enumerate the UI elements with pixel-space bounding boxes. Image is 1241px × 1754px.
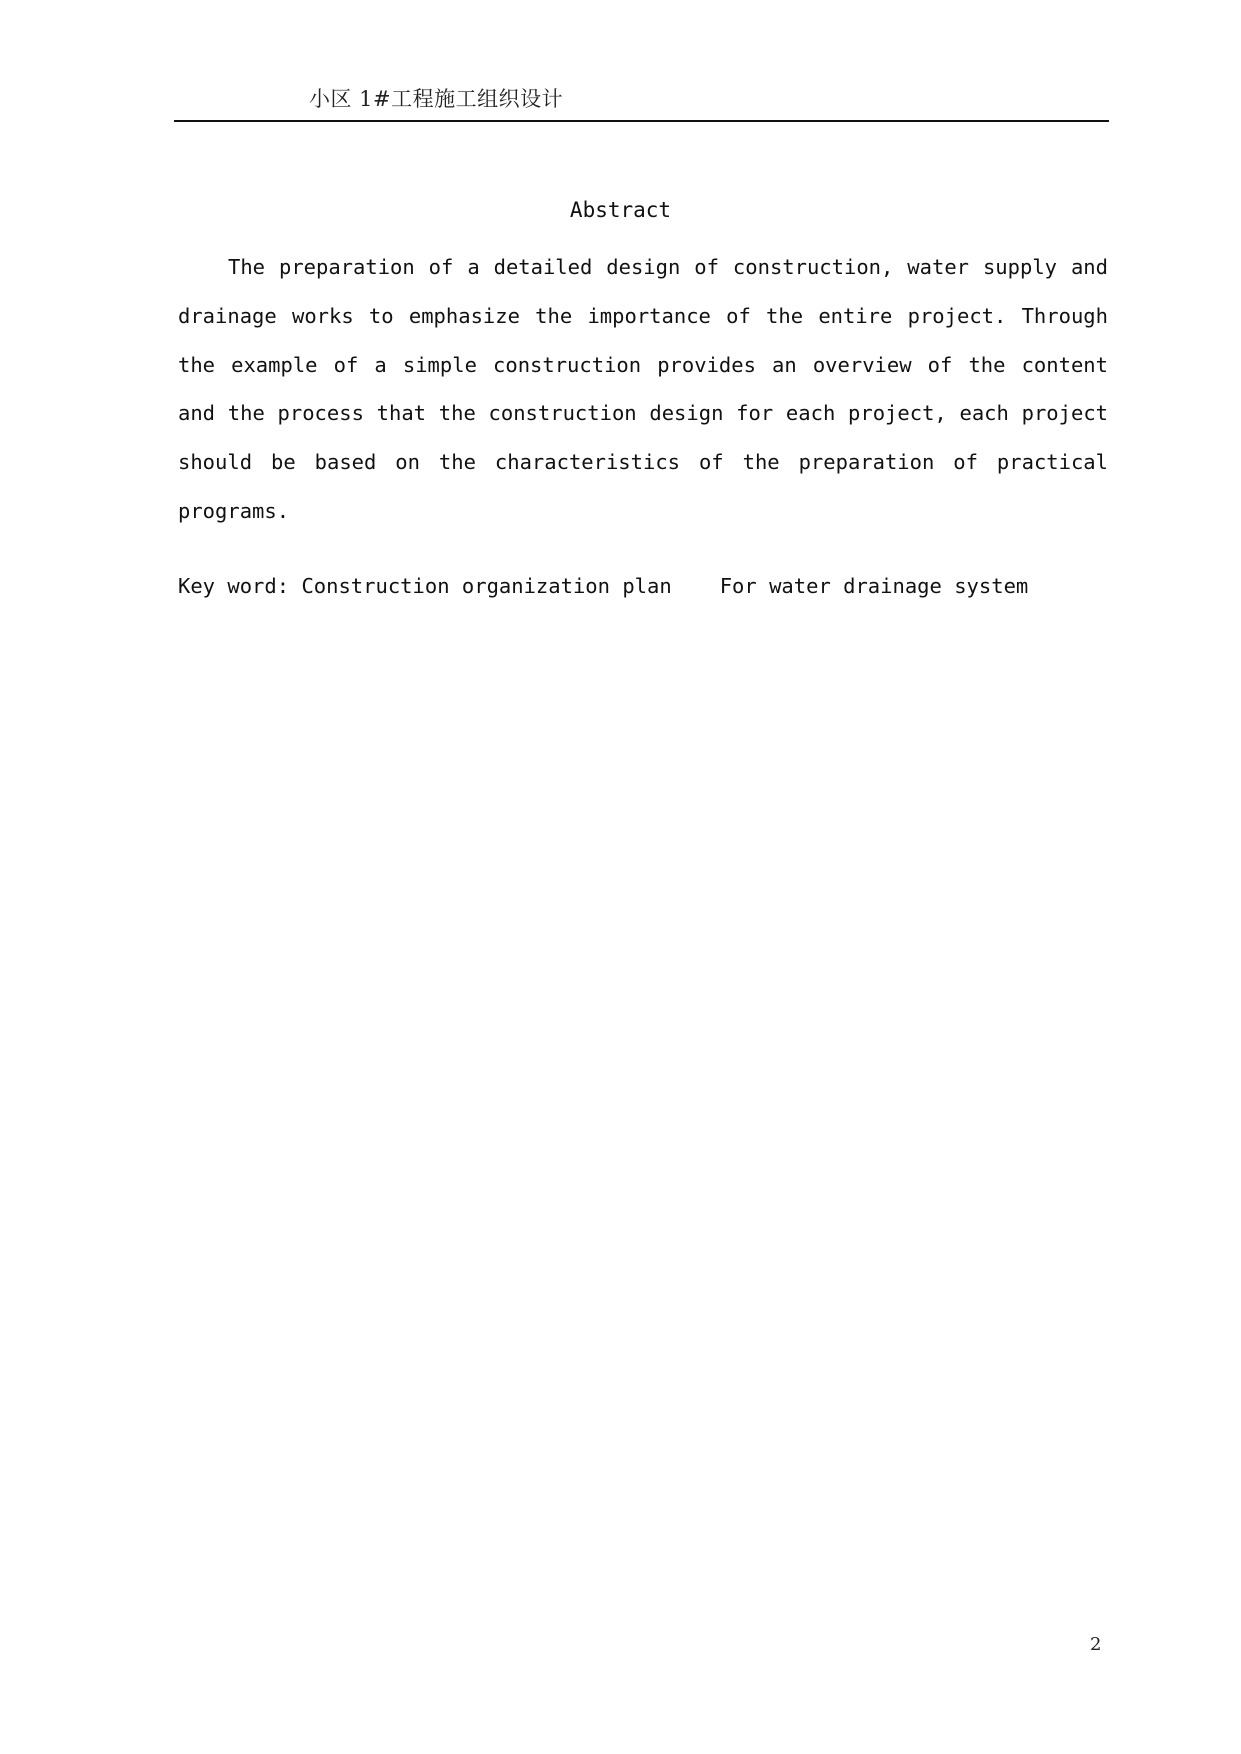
abstract-body: The preparation of a detailed design of construction, water supply and drainage works to emphasize the importance of the entire project. Through the example of a simple construction provides an overview of the content and the process that the construction design for each project, each project should be based on the characteristics of the preparation of practical programs. xyxy=(178,255,1108,523)
page-number: 2 xyxy=(1090,1634,1102,1655)
keywords-line xyxy=(178,572,1108,600)
header-title: 小区 1#工程施工组织设计 xyxy=(309,87,564,111)
keyword-item: Construction organization plan xyxy=(301,574,672,598)
keyword-item: For water drainage system xyxy=(719,574,1029,598)
keywords-label: Key word: xyxy=(178,574,290,598)
abstract-heading: Abstract xyxy=(569,198,672,222)
page-header xyxy=(174,86,1109,122)
